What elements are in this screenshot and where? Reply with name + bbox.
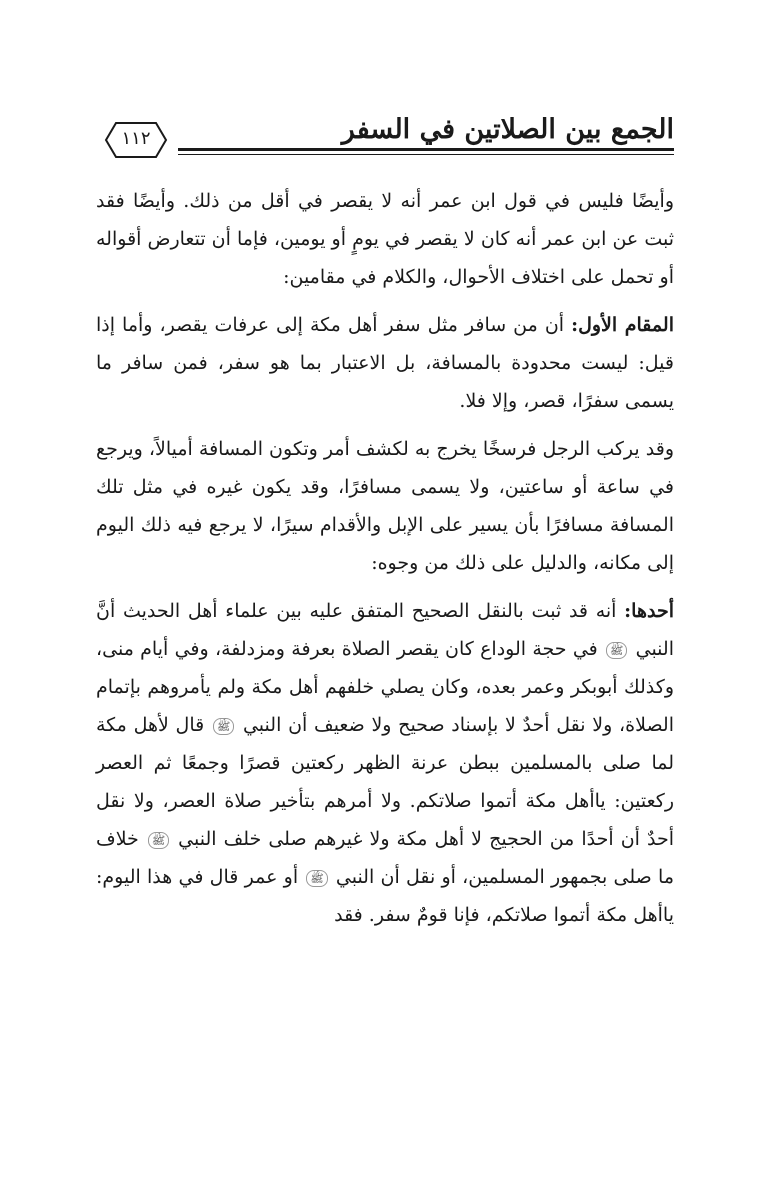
paragraph-text: وقد يركب الرجل فرسخًا يخرج به لكشف أمر وتكون المسافة أميالاً، ويرجع في ساعة أو ساعتين، ولا يسمى مسافرًا، وقد يكون غيره في مثل تلك المسافة مسافرًا بأن يسير على الإبل والأقدام سيرًا، لا يرجع فيه ذلك اليوم إلى مكانه، والدليل على ذلك من وجوه:	[96, 438, 674, 574]
page-body	[96, 182, 674, 944]
paragraph-text: قال لأهل مكة لما صلى بالمسلمين ببطن عرنة الظهر ركعتين قصرًا وجمعًا ثم العصر ركعتين: ياأهل مكة أتموا صلاتكم. ولا أمرهم بتأخير صلاة العصر، ولا نقل أحدٌ أن أحدًا من الحجيج لا أهل مكة ولا غيرهم صلى خلف النبي	[96, 714, 674, 850]
paragraph	[96, 306, 674, 420]
page-number-badge	[96, 120, 176, 160]
running-title: الجمع بين الصلاتين في السفر	[341, 114, 674, 145]
paragraph-text: أنه قد ثبت بالنقل الصحيح المتفق عليه بين علماء أهل الحديث أنَّ النبي	[96, 600, 674, 660]
honorific-glyph: ﷺ	[148, 832, 169, 849]
honorific-glyph: ﷺ	[306, 870, 327, 887]
section-heading: المقام الأول:	[571, 314, 674, 336]
paragraph	[96, 430, 674, 582]
paragraph-text: خلاف ما صلى بجمهور المسلمين، أو نقل أن النبي	[96, 828, 675, 888]
paragraph-text: في حجة الوداع كان يقصر الصلاة بعرفة ومزدلفة، وفي أيام منى، وكذلك أبوبكر وعمر بعده، وكان يصلي خلفهم أهل مكة ولم يأمروهم بإتمام الصلاة، ولا نقل أحدٌ لا بإسناد صحيح ولا ضعيف أن النبي	[96, 638, 674, 736]
paragraph	[96, 182, 674, 296]
header-rule-thick	[178, 148, 674, 151]
section-heading: أحدها:	[624, 600, 674, 622]
paragraph-text: أن من سافر مثل سفر أهل مكة إلى عرفات يقصر، وأما إذا قيل: ليست محدودة بالمسافة، بل الاعتبار بما هو سفر، فمن سافر ما يسمى سفرًا، قصر، وإلا فلا.	[96, 314, 674, 412]
honorific-glyph: ﷺ	[213, 718, 234, 735]
paragraph-text: وأيضًا فليس في قول ابن عمر أنه لا يقصر في أقل من ذلك. وأيضًا فقد ثبت عن ابن عمر أنه كان لا يقصر في يومٍ أو يومين، فإما أن تتعارض أقواله أو تحمل على اختلاف الأحوال، والكلام في مقامين:	[96, 190, 674, 288]
page-number: ١١٢	[121, 128, 151, 149]
paragraph-text: أو عمر قال في هذا اليوم: ياأهل مكة أتموا صلاتكم، فإنا قومٌ سفر. فقد	[96, 866, 674, 926]
page-header	[96, 110, 674, 170]
honorific-glyph: ﷺ	[606, 642, 627, 659]
paragraph	[96, 592, 674, 934]
header-rule-thin	[178, 154, 674, 155]
